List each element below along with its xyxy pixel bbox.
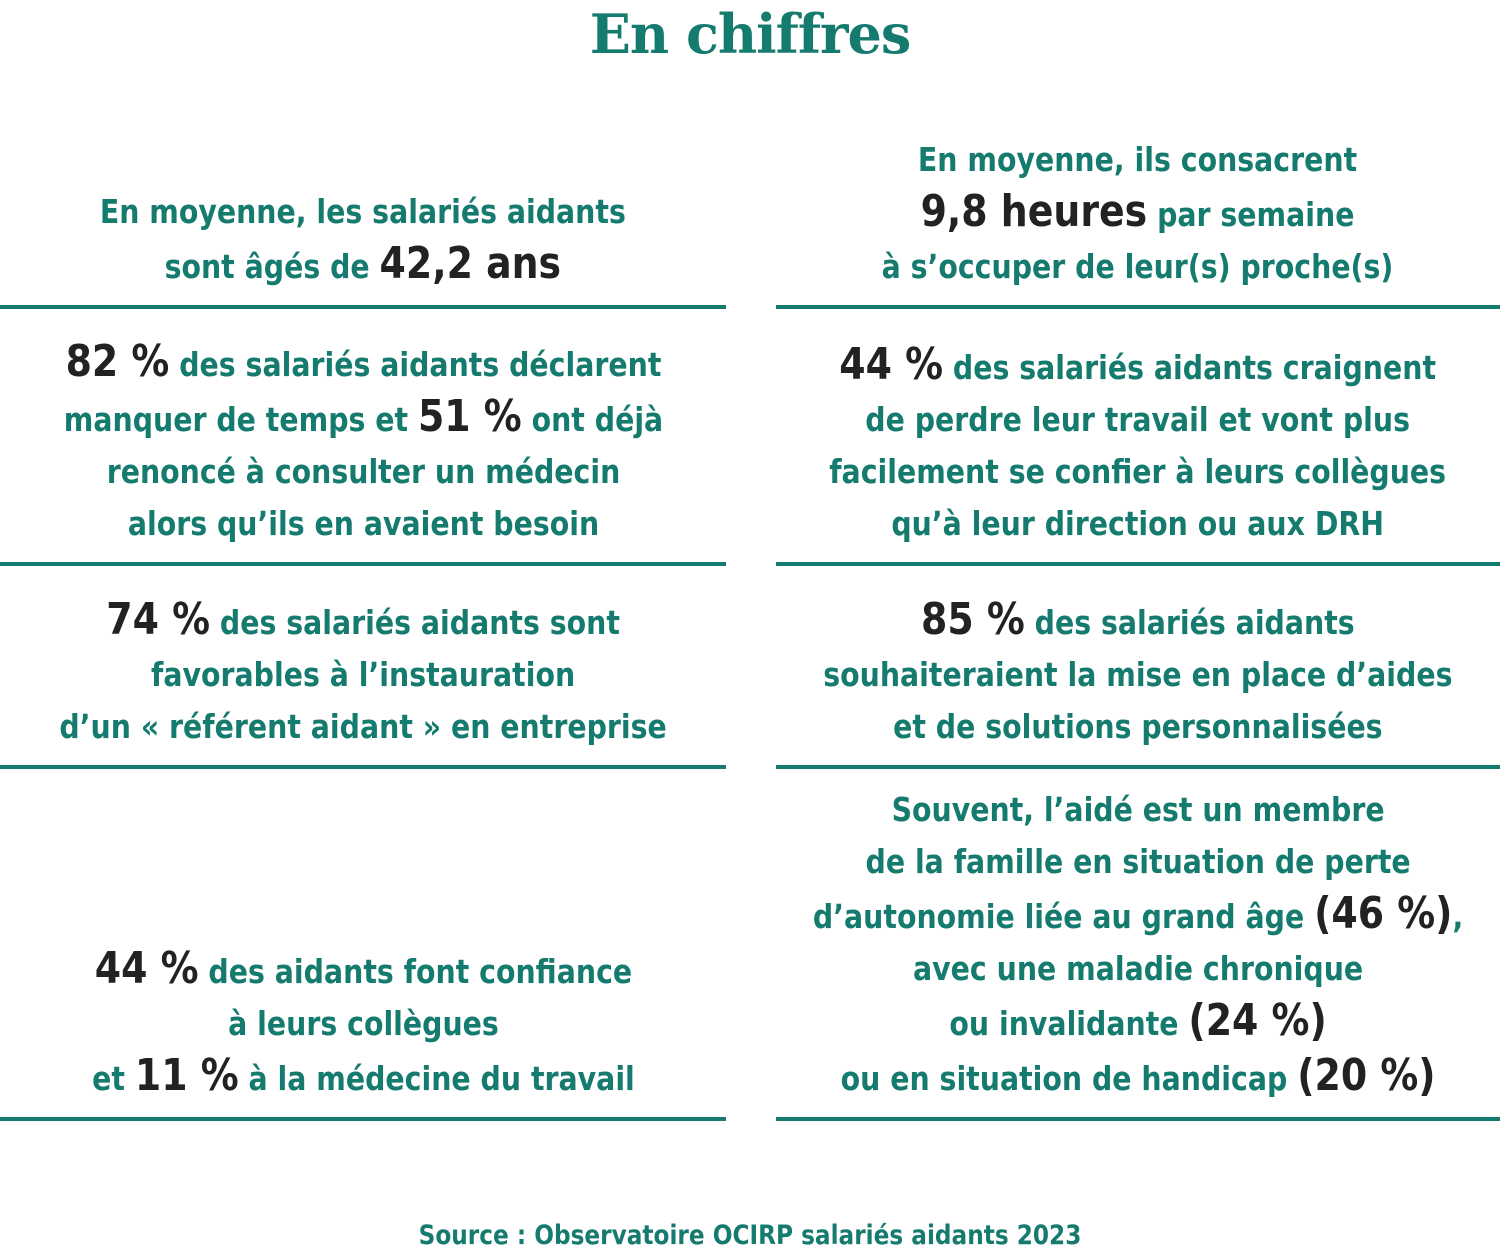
stat-figure: 42,2 ans [379,238,562,289]
stat-line: d’autonomie liée au grand âge [812,897,1315,936]
stat-line: des salariés aidants déclarent [168,345,661,384]
stat-line: des salariés aidants craignent [943,348,1437,387]
stat-line: ont déjà [521,400,663,439]
stat-text [63,336,662,562]
stat-cell-hours [776,140,1500,305]
page-title: En chiffres [589,2,911,66]
stat-line: à s’occuper de leur(s) proche(s) [882,247,1394,286]
stat-figure: (46 %) [1314,888,1453,939]
stat-cell-referent [0,566,726,765]
stat-text [830,339,1447,562]
stat-line: des aidants font confiance [198,952,632,991]
stat-figure: 44 % [839,339,944,390]
stat-line: par semaine [1147,195,1355,234]
stat-text [882,134,1394,305]
stat-line: à leurs collègues [227,1004,499,1043]
stat-line: alors qu’ils en avaient besoin [127,504,599,543]
stat-line: ou en situation de handicap [840,1059,1298,1098]
stat-figure: 85 % [921,594,1025,645]
stat-line: et [91,1059,135,1098]
stat-line: avec une maladie chronique [912,949,1364,988]
stat-figure: 44 % [94,943,199,994]
stat-cell-trust [0,769,726,1117]
stat-text [92,943,635,1117]
stat-figure: 51 % [417,391,522,442]
stat-line: sont âgés de [164,247,380,286]
source-note: Source : Observatoire OCIRP salariés aidants 2023 [418,1220,1082,1251]
stat-line: de la famille en situation de perte [865,842,1411,881]
stat-line: facilement se confier à leurs collègues [829,452,1447,491]
stat-line: souhaiteraient la mise en place d’aides [823,655,1453,694]
stat-text [813,784,1463,1117]
stat-line: En moyenne, ils consacrent [918,140,1358,179]
stat-line: renoncé à consulter un médecin [106,452,620,491]
stat-line: En moyenne, les salariés aidants [99,192,627,231]
stat-line: manquer de temps et [63,400,418,439]
stat-line: Souvent, l’aidé est un membre [891,790,1385,829]
stat-cell-job [776,309,1500,562]
stat-figure: 82 % [65,336,169,387]
divider [776,1117,1500,1121]
stat-line: favorables à l’instauration [150,655,576,694]
stat-cell-age [0,150,726,305]
stat-figure: 9,8 heures [921,186,1148,237]
stat-cell-time [0,309,726,562]
divider [0,1117,726,1121]
stat-cell-aided [776,769,1500,1117]
stat-line: ou invalidante [949,1004,1189,1043]
stat-cell-aids [776,566,1500,765]
stat-figure: 11 % [134,1050,239,1101]
stat-line: de perdre leur travail et vont plus [865,400,1411,439]
stat-line: à la médecine du travail [238,1059,635,1098]
stat-line: d’un « référent aidant » en entreprise [59,707,667,746]
stat-figure: 74 % [106,594,210,645]
stat-line: qu’à leur direction ou aux DRH [891,504,1385,543]
stat-line: des salariés aidants [1024,603,1355,642]
stat-figure: (24 %) [1188,995,1327,1046]
stat-text [100,186,626,305]
stat-text [59,594,666,765]
stat-figure: (20 %) [1297,1050,1436,1101]
stat-line: des salariés aidants sont [209,603,620,642]
stat-line: , [1452,897,1464,936]
stat-text [823,594,1452,765]
stat-line: et de solutions personnalisées [893,707,1383,746]
